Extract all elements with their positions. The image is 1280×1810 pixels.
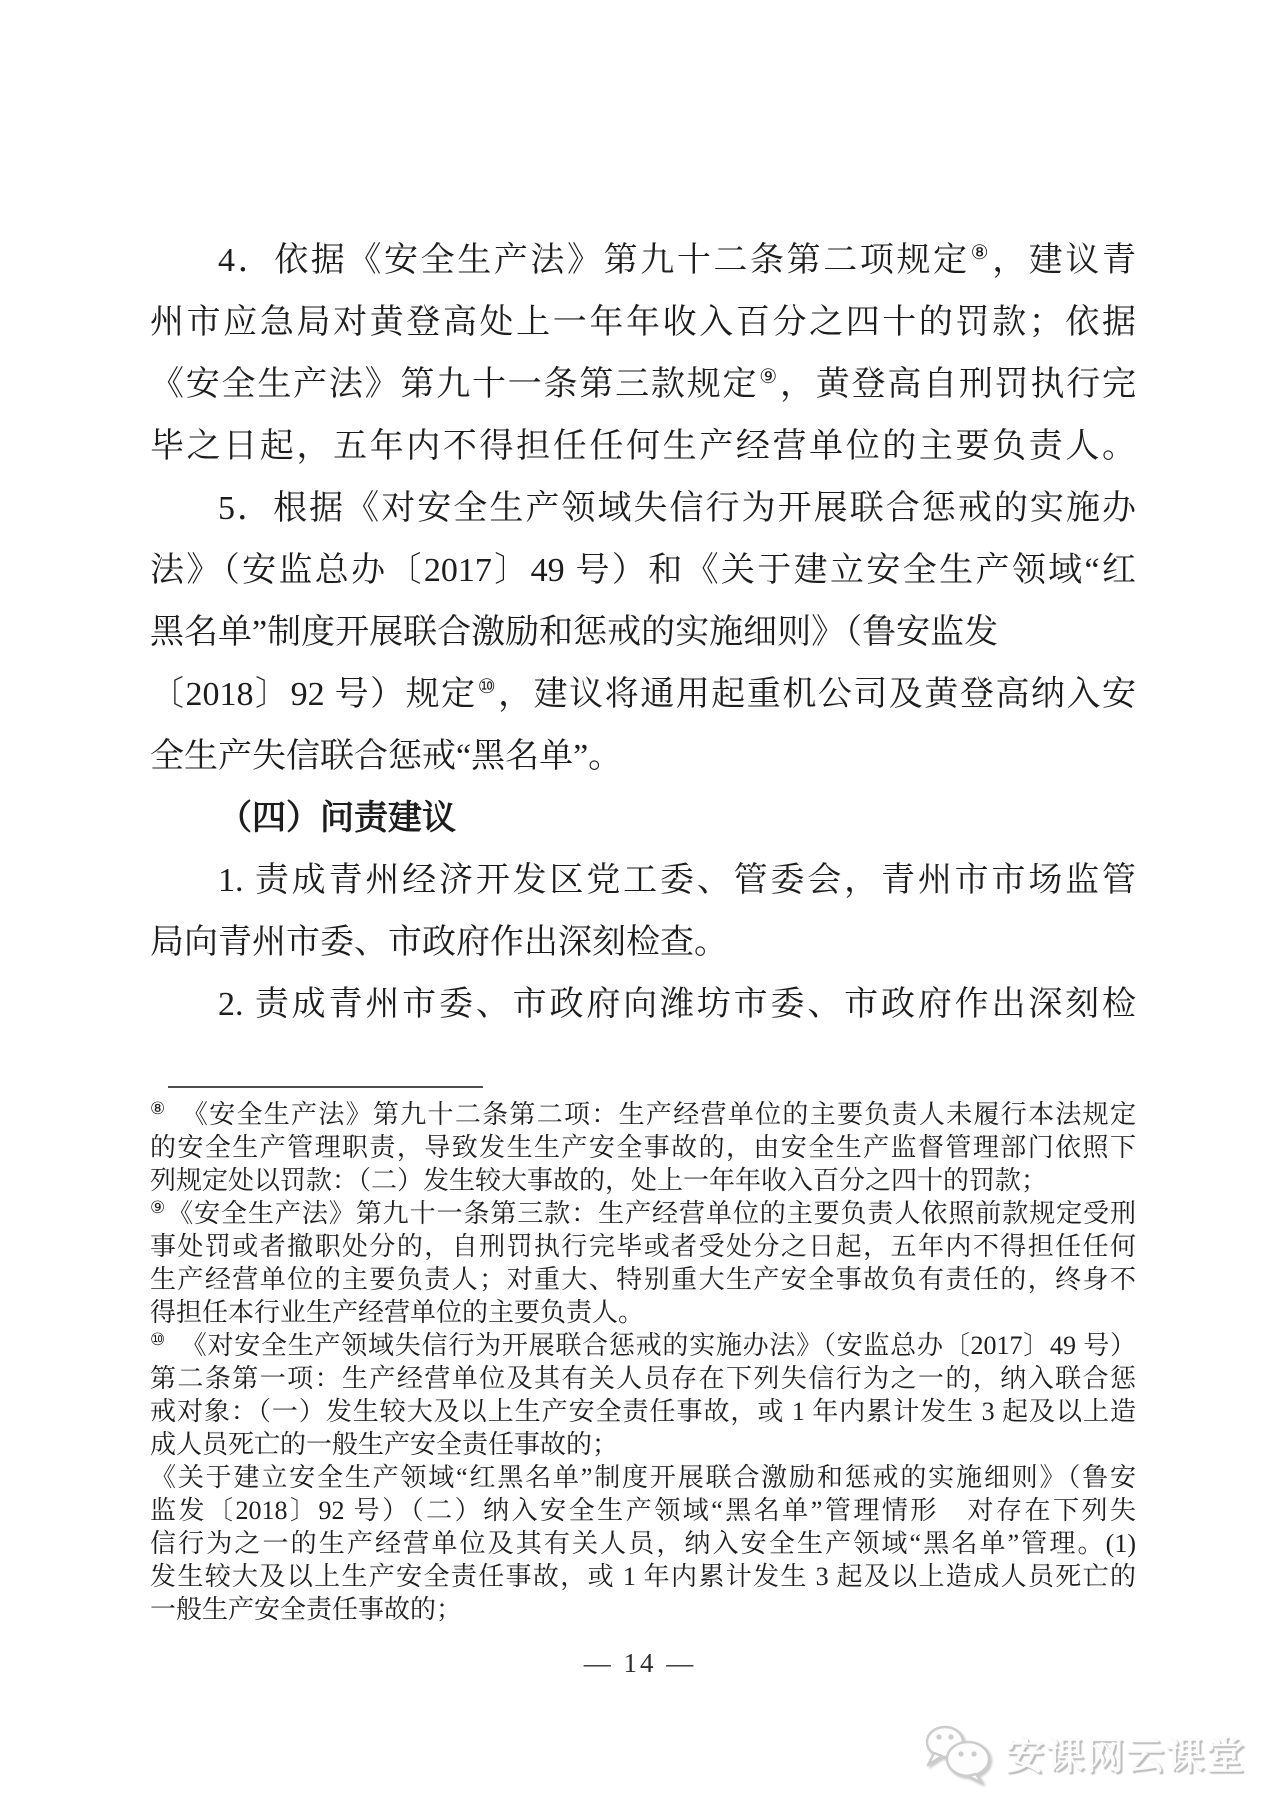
body-text-line	[150, 850, 1136, 912]
body-text-line	[150, 416, 1136, 478]
document-body	[150, 230, 1136, 1036]
text-run: 监发〔2018〕92 号）（二）纳入安全生产领域“黑名单”管理情形 对存在下列失	[150, 1496, 1136, 1525]
text-run: 5．根据《对安全生产领域失信行为开展联合惩戒的实施办	[218, 490, 1136, 527]
text-run: ，建议青	[992, 242, 1137, 279]
watermark-label: 安课网云课堂	[1005, 1735, 1246, 1778]
footnotes	[150, 1098, 1136, 1626]
text-run: 第二条第一项：生产经营单位及其有关人员存在下列失信行为之一的，纳入联合惩	[150, 1364, 1136, 1393]
footnote-line	[150, 1593, 1136, 1626]
body-text-line	[150, 912, 1136, 974]
text-run: 州市应急局对黄登高处上一年年收入百分之四十的罚款；依据	[150, 304, 1136, 341]
text-run: 黑名单”制度开展联合激励和惩戒的实施细则》（鲁安监发	[150, 614, 999, 651]
footnote-line	[150, 1428, 1136, 1461]
footnote-marker: ⑩	[150, 1330, 166, 1349]
footnote-separator	[168, 1086, 483, 1088]
text-run: 《安全生产法》第九十一条第三款规定	[150, 366, 759, 403]
text-run: 事处罚或者撤职处分的，自刑罚执行完毕或者受处分之日起，五年内不得担任任何	[150, 1232, 1136, 1261]
text-run: 全生产失信联合惩戒“黑名单”。	[150, 738, 623, 775]
text-run: 《关于建立安全生产领域“红黑名单”制度开展联合激励和惩戒的实施细则》（鲁安	[150, 1463, 1136, 1492]
footnote-line	[150, 1395, 1136, 1428]
footnote-line	[150, 1560, 1136, 1593]
footnote-reference-superscript: ⑧	[970, 242, 992, 264]
footnote-reference-superscript: ⑨	[759, 366, 779, 388]
footnote-line	[150, 1527, 1136, 1560]
footnote-line	[150, 1296, 1136, 1329]
text-run: 生产经营单位的主要负责人；对重大、特别重大生产安全事故负有责任的，终身不	[150, 1265, 1136, 1294]
text-run: 成人员死亡的一般生产安全责任事故的；	[150, 1430, 619, 1459]
footnote-line	[150, 1131, 1136, 1164]
text-run: 毕之日起，五年内不得担任任何生产经营单位的主要负责人。	[150, 428, 1136, 465]
body-text-line	[150, 478, 1136, 540]
text-run: 〔2018〕92 号）规定	[150, 676, 477, 713]
text-run: ，黄登高自刑罚执行完	[779, 366, 1137, 403]
footnote-line	[150, 1461, 1136, 1494]
text-run: ，建议将通用起重机公司及黄登高纳入安	[498, 676, 1137, 713]
footnote-reference-superscript: ⑩	[477, 676, 498, 698]
footnote-line	[150, 1362, 1136, 1395]
footnote-marker: ⑧	[150, 1099, 167, 1118]
body-text-line	[150, 354, 1136, 416]
footnote-line	[150, 1329, 1136, 1362]
text-run: 得担任本行业生产经营单位的主要负责人。	[150, 1298, 645, 1327]
footnote-marker: ⑨	[150, 1198, 167, 1217]
text-run: 《安全生产法》第九十一条第三款：生产经营单位的主要负责人依照前款规定受刑	[167, 1199, 1136, 1228]
footnote-line	[150, 1263, 1136, 1296]
text-run: （四）问责建议	[218, 800, 456, 837]
text-run: 信行为之一的生产经营单位及其有关人员，纳入安全生产领域“黑名单”管理。(1)	[150, 1529, 1136, 1558]
text-run: 戒对象：（一）发生较大及以上生产安全责任事故，或 1 年内累计发生 3 起及以上造	[150, 1397, 1136, 1426]
text-run: 1. 责成青州经济开发区党工委、管委会，青州市市场监管	[218, 862, 1136, 899]
text-run: 一般生产安全责任事故的；	[150, 1595, 463, 1624]
body-text-line	[150, 292, 1136, 354]
page-number: — 14 —	[583, 1648, 697, 1678]
body-text-line	[150, 540, 1136, 602]
text-run: 发生较大及以上生产安全责任事故，或 1 年内累计发生 3 起及以上造成人员死亡的	[150, 1562, 1136, 1591]
watermark	[918, 1720, 1246, 1784]
text-run: 《对安全生产领域失信行为开展联合惩戒的实施办法》（安监总办〔2017〕49 号）	[167, 1331, 1136, 1360]
body-text-line	[150, 602, 1136, 664]
body-text-line	[150, 726, 1136, 788]
text-run: 《安全生产法》第九十二条第二项：生产经营单位的主要负责人未履行本法规定	[167, 1100, 1136, 1129]
text-run: 4．依据《安全生产法》第九十二条第二项规定	[218, 242, 970, 279]
text-run: 局向青州市委、市政府作出深刻检查。	[150, 924, 728, 961]
body-text-line	[150, 664, 1136, 726]
footnote-line	[150, 1494, 1136, 1527]
footnote-line	[150, 1230, 1136, 1263]
wechat-icon	[918, 1720, 1000, 1784]
body-text-line	[150, 974, 1136, 1036]
footnote-line	[150, 1197, 1136, 1230]
text-run: 的安全生产管理职责，导致发生生产安全事故的，由安全生产监督管理部门依照下	[150, 1133, 1136, 1162]
body-text-line	[150, 788, 1136, 850]
footnote-line	[150, 1164, 1136, 1197]
text-run: 法》（安监总办〔2017〕49 号）和《关于建立安全生产领域“红	[150, 552, 1136, 589]
text-run: 列规定处以罚款：（二）发生较大事故的，处上一年年收入百分之四十的罚款；	[150, 1166, 1048, 1195]
footnote-line	[150, 1098, 1136, 1131]
text-run: 2. 责成青州市委、市政府向潍坊市委、市政府作出深刻检	[218, 986, 1136, 1023]
body-text-line	[150, 230, 1136, 292]
